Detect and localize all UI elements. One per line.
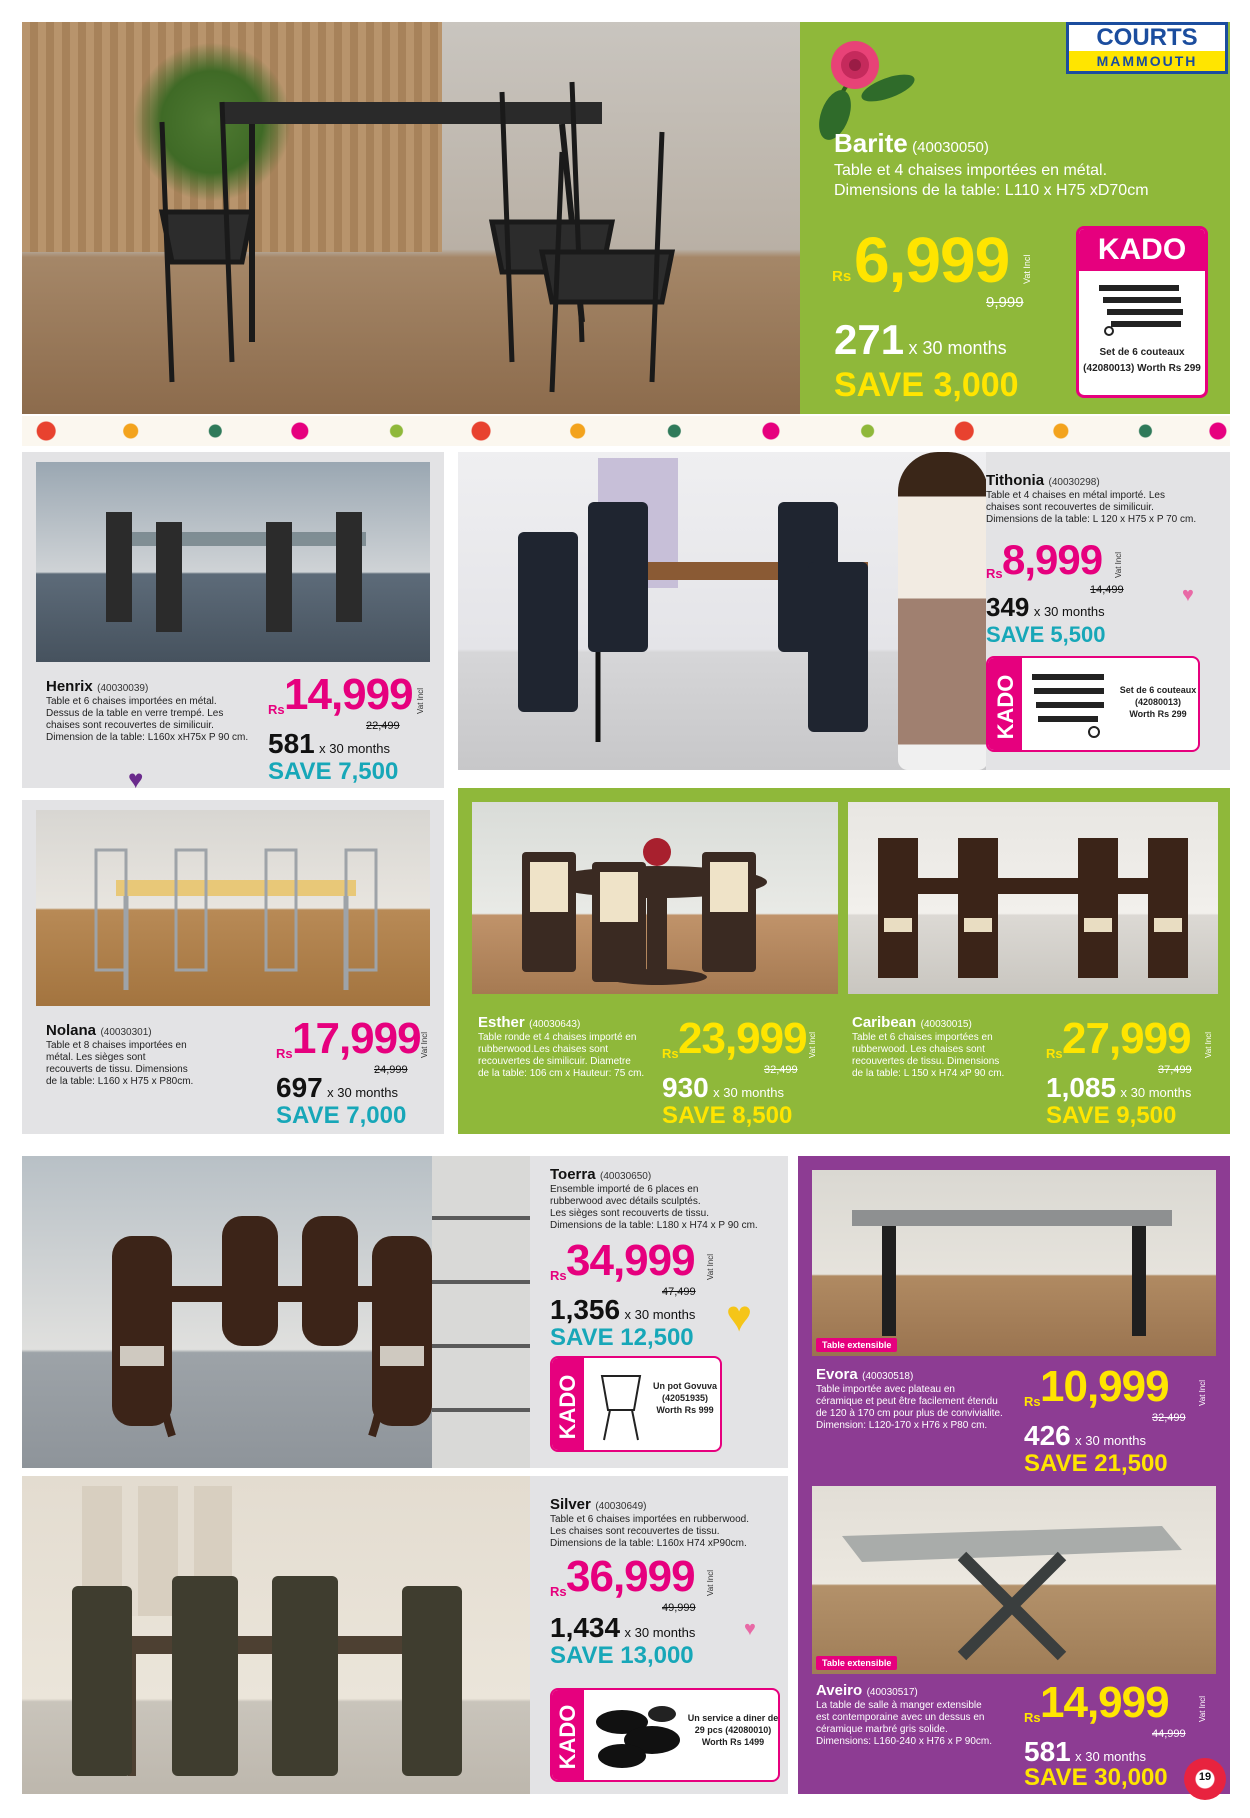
barite-months: x 30 months <box>908 338 1007 358</box>
esther-name: Esther <box>478 1014 525 1031</box>
esther-code: (40030643) <box>529 1019 581 1030</box>
aveiro-desc-3: céramique marbré gris solide. <box>816 1724 948 1735</box>
nolana-table-illustration <box>76 830 396 1000</box>
silver-monthly: 1,434 <box>550 1612 621 1643</box>
nolana-desc-4: de la table: L160 x H75 x P80cm. <box>46 1076 194 1087</box>
nolana-desc-1: Table et 8 chaises importées en <box>46 1040 187 1051</box>
evora-aveiro-panel <box>798 1156 1230 1794</box>
evora-old-price: 32,499 <box>1152 1412 1186 1424</box>
caribean-photo <box>848 802 1218 994</box>
heart-icon: ♥ <box>726 1292 753 1341</box>
henrix-photo <box>36 462 430 662</box>
esther-caribean-panel <box>458 788 1230 1134</box>
aveiro-rs: Rs <box>1024 1710 1041 1725</box>
evora-extensible-tag: Table extensible <box>816 1338 897 1352</box>
toerra-save: SAVE 12,500 <box>550 1324 694 1351</box>
tithonia-desc-1: Table et 4 chaises en métal importé. Les <box>986 490 1165 501</box>
henrix-save: SAVE 7,500 <box>268 758 399 785</box>
caribean-months: x 30 months <box>1120 1085 1192 1100</box>
aveiro-desc-4: Dimensions: L160-240 x H76 x P 90cm. <box>816 1736 993 1747</box>
esther-desc-1: Table ronde et 4 chaises importé en <box>478 1032 637 1043</box>
toerra-desc-1: Ensemble importé de 6 places en <box>550 1184 699 1195</box>
esther-rs: Rs <box>662 1046 679 1061</box>
henrix-price: 14,999 <box>284 670 413 719</box>
silver-desc-3: Dimensions de la table: L160x H74 xP90cm. <box>550 1538 747 1549</box>
aveiro-table-illustration <box>842 1506 1182 1666</box>
evora-vat: Vat Incl <box>1198 1379 1207 1406</box>
tithonia-table-illustration <box>498 482 928 762</box>
aveiro-old-price: 44,999 <box>1152 1728 1186 1740</box>
toerra-kado-desc-1: Un pot Govuva <box>652 1381 717 1391</box>
toerra-kado-label: KADO <box>555 1374 580 1440</box>
henrix-rs: Rs <box>268 702 285 717</box>
silver-table-illustration <box>62 1536 502 1786</box>
nolana-card <box>22 800 444 1134</box>
aveiro-price: 14,999 <box>1040 1678 1169 1727</box>
henrix-desc-2: Dessus de la table en verre trempé. Les <box>46 708 224 719</box>
aveiro-monthly: 581 <box>1024 1736 1071 1767</box>
barite-vat: Vat Incl <box>1022 254 1032 284</box>
brand-logo <box>1066 22 1228 74</box>
henrix-monthly: 581 <box>268 728 315 759</box>
esther-save: SAVE 8,500 <box>662 1102 793 1129</box>
aveiro-code: (40030517) <box>866 1687 918 1698</box>
silver-photo <box>22 1476 530 1794</box>
barite-kado-tab: KADO <box>1079 229 1205 271</box>
toerra-price: 34,999 <box>566 1236 695 1285</box>
henrix-table-illustration <box>96 492 396 652</box>
caribean-desc-1: Table et 6 chaises importées en <box>852 1032 993 1043</box>
tithonia-photo <box>458 452 986 770</box>
tithonia-price: 8,999 <box>1002 536 1103 583</box>
aveiro-photo <box>812 1486 1216 1674</box>
henrix-old-price: 22,499 <box>366 720 400 732</box>
heart-icon: ♥ <box>128 764 144 794</box>
heart-icon: ♥ <box>744 1618 756 1640</box>
tithonia-kado-label: KADO <box>993 674 1018 740</box>
esther-photo <box>472 802 838 994</box>
tithonia-kado-desc-3: Worth Rs 299 <box>1129 709 1187 719</box>
esther-months: x 30 months <box>713 1085 784 1100</box>
toerra-months: x 30 months <box>624 1307 696 1322</box>
silver-old-price: 49,999 <box>662 1602 696 1614</box>
plant-pot-icon <box>596 1370 646 1442</box>
nolana-name: Nolana <box>46 1022 97 1039</box>
silver-kado-desc-3: Worth Rs 1499 <box>701 1737 765 1747</box>
toerra-kado-box <box>550 1356 722 1452</box>
barite-info-panel <box>800 22 1230 414</box>
nolana-monthly: 697 <box>276 1072 323 1103</box>
heart-icon: ♥ <box>1182 584 1194 606</box>
barite-name: Barite <box>834 128 908 158</box>
caribean-old-price: 37,499 <box>1158 1064 1192 1076</box>
caribean-code: (40030015) <box>920 1019 972 1030</box>
aveiro-vat: Vat Incl <box>1198 1695 1207 1722</box>
henrix-desc-4: Dimension de la table: L160x xH75x P 90 cm. <box>46 732 249 743</box>
aveiro-desc-2: est contemporaine avec un dessus en <box>816 1712 985 1723</box>
toerra-desc-3: Les sièges sont recouverts de tissu. <box>550 1208 709 1219</box>
henrix-vat: Vat Incl <box>416 687 425 714</box>
silver-card <box>22 1476 788 1794</box>
henrix-months: x 30 months <box>319 741 390 756</box>
nolana-desc-2: métal. Les sièges sont <box>46 1052 146 1063</box>
flower-icon <box>810 30 920 140</box>
esther-desc-2: rubberwood.Les chaises sont <box>478 1044 609 1055</box>
caribean-desc-3: recouvertes de tissu. Dimensions <box>852 1056 1000 1067</box>
esther-table-illustration <box>502 822 812 992</box>
barite-desc-1: Table et 4 chaises importées en métal. <box>834 162 1108 179</box>
henrix-desc-3: chaises sont recouvertes de similicuir. <box>46 720 214 731</box>
tithonia-kado-box <box>986 656 1200 752</box>
silver-desc-1: Table et 6 chaises importées en rubberwood. <box>550 1514 750 1525</box>
brand-logo-line2: MAMMOUTH <box>1069 51 1225 71</box>
brand-logo-line1: COURTS <box>1069 25 1225 51</box>
caribean-vat: Vat Incl <box>1204 1031 1213 1058</box>
nolana-photo <box>36 810 430 1006</box>
toerra-table-illustration <box>102 1196 442 1456</box>
toerra-vat: Vat Incl <box>706 1253 715 1280</box>
barite-old-price: 9,999 <box>986 294 1024 311</box>
evora-price: 10,999 <box>1040 1362 1169 1411</box>
henrix-desc-1: Table et 6 chaises importées en métal. <box>46 696 217 707</box>
esther-desc-4: de la table: 106 cm x Hauteur: 75 cm. <box>478 1068 645 1079</box>
tithonia-old-price: 14,499 <box>1090 584 1124 596</box>
aveiro-desc-1: La table de salle à manger extensible <box>816 1700 982 1711</box>
aveiro-save: SAVE 30,000 <box>1024 1764 1168 1791</box>
tithonia-card <box>458 452 1230 770</box>
evora-table-illustration <box>842 1190 1182 1350</box>
toerra-rs: Rs <box>550 1268 567 1283</box>
silver-kado-label: KADO <box>555 1704 580 1770</box>
silver-desc-2: Les chaises sont recouvertes de tissu. <box>550 1526 720 1537</box>
caribean-desc-4: de la table: L 150 x H74 xP 90 cm. <box>852 1068 1005 1079</box>
tithonia-desc-3: Dimensions de la table: L 120 x H75 x P 70 cm. <box>986 514 1197 525</box>
evora-months: x 30 months <box>1075 1433 1146 1448</box>
esther-vat: Vat Incl <box>808 1031 817 1058</box>
page-number-badge <box>1184 1758 1226 1800</box>
tithonia-kado-desc-2: (42080013) <box>1134 697 1182 707</box>
silver-price: 36,999 <box>566 1552 695 1601</box>
caribean-monthly: 1,085 <box>1046 1072 1117 1103</box>
evora-photo <box>812 1170 1216 1356</box>
henrix-card <box>22 452 444 794</box>
barite-rs: Rs <box>832 268 852 285</box>
toerra-code: (40030650) <box>600 1171 652 1182</box>
silver-code: (40030649) <box>595 1501 647 1512</box>
barite-code: (40030050) <box>912 139 989 156</box>
caribean-price: 27,999 <box>1062 1014 1191 1063</box>
esther-price: 23,999 <box>678 1014 807 1063</box>
caribean-rs: Rs <box>1046 1046 1063 1061</box>
toerra-desc-4: Dimensions de la table: L180 x H74 x P 90 cm. <box>550 1220 758 1231</box>
evora-code: (40030518) <box>862 1371 914 1382</box>
barite-kado-worth: (42080013) Worth Rs 299 <box>1083 363 1201 374</box>
nolana-vat: Vat Incl <box>420 1031 429 1058</box>
barite-kado-box <box>1076 226 1208 398</box>
barite-photo <box>22 22 800 414</box>
barite-price: 6,999 <box>854 224 1010 296</box>
tithonia-months: x 30 months <box>1033 604 1105 619</box>
knife-set-icon <box>1099 281 1189 337</box>
barite-desc-2: Dimensions de la table: L110 x H75 xD70cm <box>834 182 1149 199</box>
barite-kado-desc: Set de 6 couteaux <box>1099 347 1185 358</box>
evora-desc-3: de 120 à 170 cm pour plus de convivialite. <box>816 1408 1003 1419</box>
silver-vat: Vat Incl <box>706 1569 715 1596</box>
toerra-kado-desc-2: (42051935) <box>661 1393 709 1403</box>
tithonia-monthly: 349 <box>986 592 1030 622</box>
nolana-price: 17,999 <box>292 1014 421 1063</box>
esther-old-price: 32,499 <box>764 1064 798 1076</box>
nolana-code: (40030301) <box>100 1027 152 1038</box>
page-number: 19 <box>1198 1771 1212 1783</box>
toerra-photo <box>22 1156 530 1468</box>
nolana-months: x 30 months <box>327 1085 398 1100</box>
floral-strip <box>22 416 1230 446</box>
evora-name: Evora <box>816 1366 858 1383</box>
silver-kado-desc-1: Un service a diner de <box>687 1713 779 1723</box>
tithonia-rs: Rs <box>986 566 1003 581</box>
dinner-set-icon <box>592 1700 682 1774</box>
evora-desc-2: céramique et peut être facilement étendu <box>816 1396 998 1407</box>
silver-save: SAVE 13,000 <box>550 1642 694 1669</box>
tithonia-desc-2: chaises sont recouvertes de similicuir. <box>986 502 1154 513</box>
evora-rs: Rs <box>1024 1394 1041 1409</box>
henrix-code: (40030039) <box>97 683 149 694</box>
aveiro-name: Aveiro <box>816 1682 863 1699</box>
silver-kado-box <box>550 1688 780 1782</box>
silver-rs: Rs <box>550 1584 567 1599</box>
toerra-name: Toerra <box>550 1166 596 1183</box>
nolana-old-price: 24,999 <box>374 1064 408 1076</box>
barite-monthly: 271 <box>834 316 905 363</box>
silver-months: x 30 months <box>624 1625 696 1640</box>
shelving-unit <box>432 1156 530 1468</box>
nolana-save: SAVE 7,000 <box>276 1102 407 1129</box>
silver-kado-desc-2: 29 pcs (42080010) <box>694 1725 772 1735</box>
knife-set-icon <box>1032 670 1112 740</box>
toerra-kado-desc-3: Worth Rs 999 <box>656 1405 714 1415</box>
model-figure <box>898 452 986 770</box>
esther-monthly: 930 <box>662 1072 709 1103</box>
aveiro-months: x 30 months <box>1075 1749 1146 1764</box>
tithonia-save: SAVE 5,500 <box>986 622 1106 647</box>
barite-save: SAVE 3,000 <box>834 366 1019 404</box>
caribean-desc-2: rubberwood. Les chaises sont <box>852 1044 985 1055</box>
evora-desc-1: Table importée avec plateau en <box>816 1384 955 1395</box>
caribean-save: SAVE 9,500 <box>1046 1102 1177 1129</box>
toerra-desc-2: rubberwood avec détails sculptés. <box>550 1196 701 1207</box>
caribean-name: Caribean <box>852 1014 917 1031</box>
toerra-monthly: 1,356 <box>550 1294 621 1325</box>
tithonia-name: Tithonia <box>986 472 1045 489</box>
caribean-table-illustration <box>868 818 1208 988</box>
henrix-name: Henrix <box>46 678 93 695</box>
nolana-desc-3: recouverts de tissu. Dimensions <box>46 1064 188 1075</box>
tithonia-vat: Vat Incl <box>1114 551 1123 578</box>
silver-name: Silver <box>550 1496 591 1513</box>
evora-monthly: 426 <box>1024 1420 1071 1451</box>
toerra-old-price: 47,499 <box>662 1286 696 1298</box>
nolana-rs: Rs <box>276 1046 293 1061</box>
esther-desc-3: recouvertes de similicuir. Diametre <box>478 1056 631 1067</box>
toerra-card <box>22 1156 788 1468</box>
evora-save: SAVE 21,500 <box>1024 1450 1168 1477</box>
barite-table-illustration <box>142 62 702 402</box>
evora-desc-4: Dimension: L120-170 x H76 x P80 cm. <box>816 1420 988 1431</box>
aveiro-extensible-tag: Table extensible <box>816 1656 897 1670</box>
tithonia-code: (40030298) <box>1048 477 1100 488</box>
tithonia-kado-desc-1: Set de 6 couteaux <box>1119 685 1197 695</box>
